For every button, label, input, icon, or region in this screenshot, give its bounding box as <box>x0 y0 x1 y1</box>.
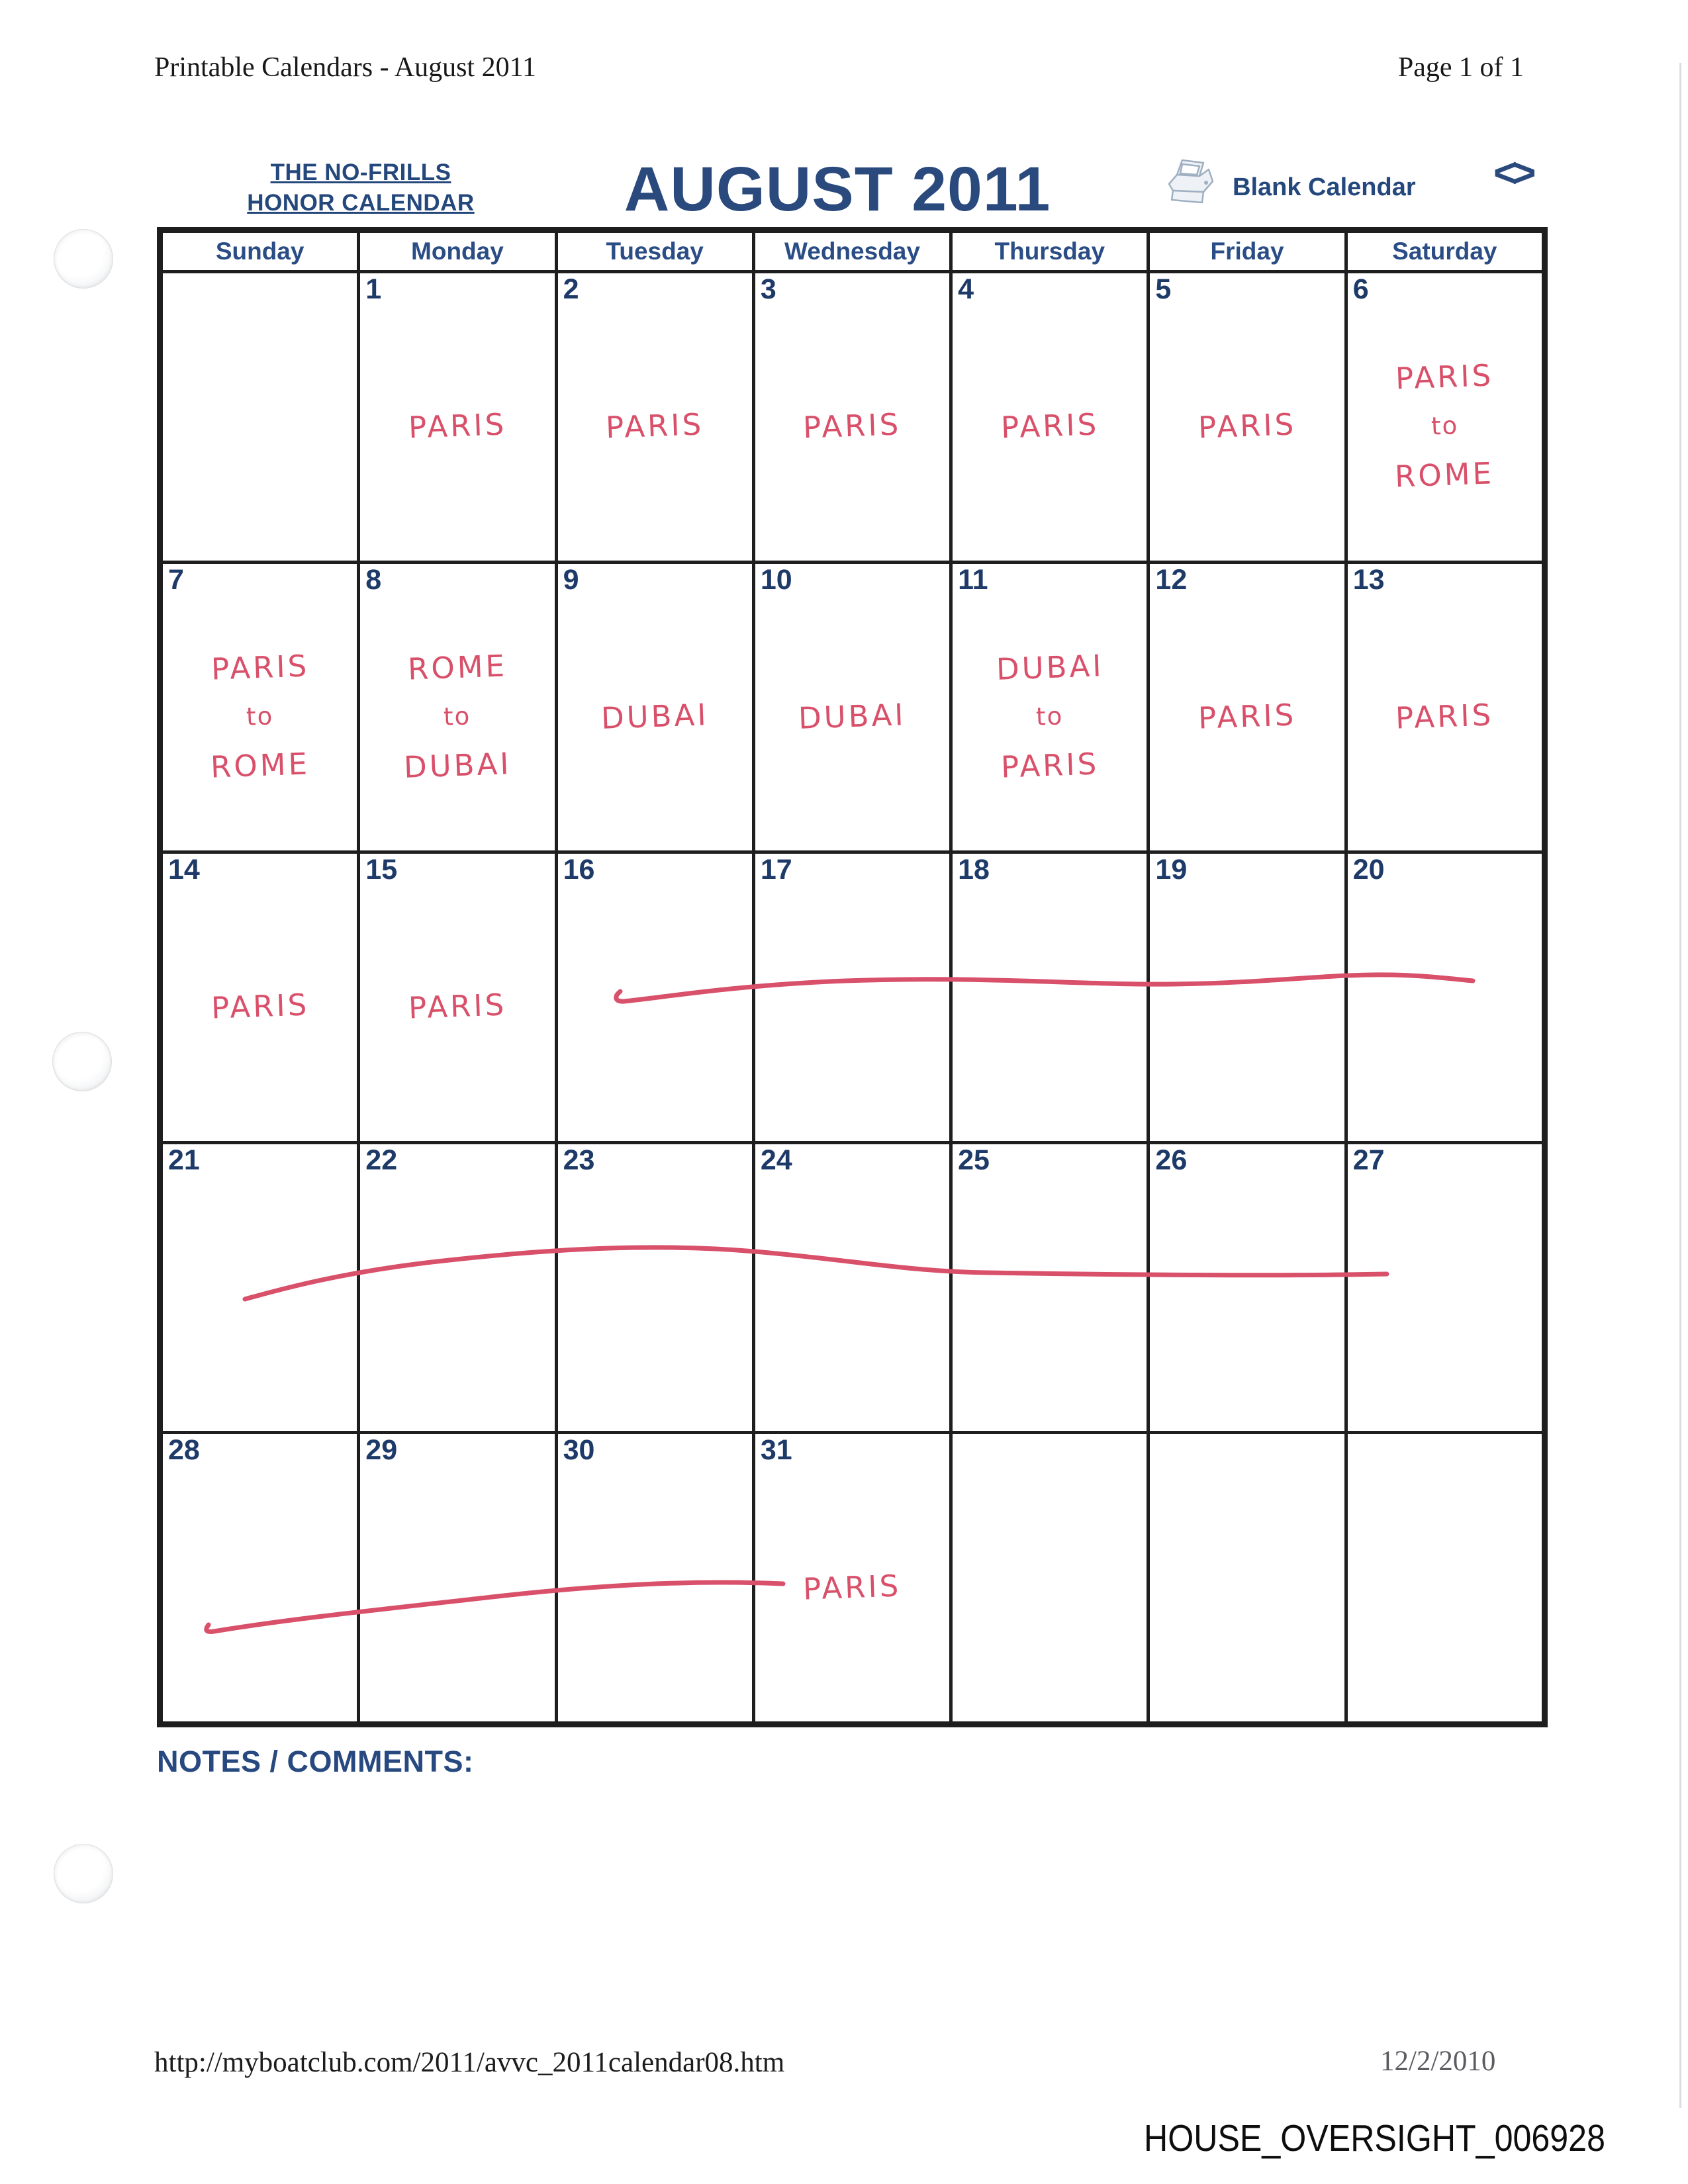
handwritten-note: PARIS <box>802 1568 902 1607</box>
day-number: 31 <box>760 1434 792 1467</box>
hole-punch <box>52 1032 112 1091</box>
cell-notes <box>761 302 944 550</box>
calendar-cell <box>755 273 949 561</box>
cell-notes <box>1353 883 1536 1130</box>
day-number: 17 <box>760 854 792 886</box>
calendar-cell <box>1150 564 1344 851</box>
day-number: 23 <box>563 1144 595 1176</box>
printer-icon <box>1162 155 1218 211</box>
weekday-header: Saturday <box>1348 233 1542 270</box>
cell-notes <box>1353 302 1536 550</box>
handwritten-note: DUBAI <box>995 648 1104 687</box>
handwritten-note: ROME <box>209 746 310 785</box>
cell-notes <box>168 593 352 841</box>
cell-notes <box>563 302 747 550</box>
day-number: 19 <box>1155 854 1188 886</box>
document-title: Printable Calendars - August 2011 <box>154 52 537 83</box>
day-number: 18 <box>958 854 990 886</box>
cell-notes <box>958 1173 1141 1421</box>
calendar-cell <box>953 1434 1147 1721</box>
page-number: Page 1 of 1 <box>1397 52 1524 83</box>
blank-calendar-link[interactable]: Blank Calendar <box>1233 173 1416 201</box>
calendar-cell <box>755 1144 949 1432</box>
day-number: 3 <box>760 273 776 305</box>
handwritten-note: PARIS <box>210 987 310 1026</box>
handwritten-note: ROME <box>1394 455 1495 494</box>
calendar-cell <box>163 1144 357 1432</box>
handwritten-note: DUBAI <box>600 697 710 736</box>
weekday-header: Monday <box>360 233 554 270</box>
calendar-cell <box>558 273 752 561</box>
day-number: 7 <box>168 563 184 596</box>
scan-edge-line <box>1679 63 1681 2108</box>
cell-notes <box>365 1463 549 1711</box>
handwritten-note: to <box>443 702 472 731</box>
source-url: http://myboatclub.com/2011/avvc_2011calendar08.htm <box>154 2047 785 2078</box>
calendar-cell <box>953 273 1147 561</box>
calendar-cell <box>1348 273 1542 561</box>
cell-notes <box>168 302 352 550</box>
cell-notes <box>1155 1463 1338 1711</box>
handwritten-note: PARIS <box>1197 406 1297 445</box>
cell-notes <box>168 1173 352 1421</box>
weekday-header: Tuesday <box>558 233 752 270</box>
cell-notes <box>761 593 944 841</box>
day-number: 6 <box>1352 273 1369 305</box>
cell-notes <box>1155 1173 1338 1421</box>
brand-line-2: HONOR CALENDAR <box>247 190 475 216</box>
handwritten-note: ROME <box>407 648 508 687</box>
calendar-cell <box>163 273 357 561</box>
cell-notes <box>168 883 352 1130</box>
cell-notes <box>1353 1463 1536 1711</box>
calendar-cell <box>953 564 1147 851</box>
handwritten-note: to <box>1035 702 1064 731</box>
handwritten-note: PARIS <box>1197 697 1297 736</box>
calendar-cell <box>1150 273 1344 561</box>
bates-number: HOUSE_OVERSIGHT_006928 <box>1144 2117 1605 2160</box>
day-number: 20 <box>1352 854 1385 886</box>
day-number: 27 <box>1352 1144 1385 1176</box>
calendar-cell <box>360 273 554 561</box>
cell-notes <box>563 593 747 841</box>
day-number: 26 <box>1155 1144 1188 1176</box>
day-number: 9 <box>563 563 579 596</box>
prev-next-nav-arrows[interactable]: <> <box>1493 150 1531 196</box>
day-number: 10 <box>760 563 792 596</box>
cell-notes <box>365 1173 549 1421</box>
cell-notes <box>1155 302 1338 550</box>
day-number: 12 <box>1155 563 1188 596</box>
calendar-cell <box>558 854 752 1141</box>
cell-notes <box>365 593 549 841</box>
cell-notes <box>761 1463 944 1711</box>
cell-notes <box>958 593 1141 841</box>
handwritten-note: PARIS <box>1395 697 1495 736</box>
day-number: 24 <box>760 1144 792 1176</box>
hole-punch <box>54 1844 113 1903</box>
day-number: 25 <box>958 1144 990 1176</box>
calendar-cell <box>1150 1144 1344 1432</box>
handwritten-note: PARIS <box>1000 406 1100 445</box>
handwritten-note: DUBAI <box>798 697 907 736</box>
handwritten-note: PARIS <box>407 987 507 1026</box>
day-number: 1 <box>365 273 382 305</box>
cell-notes <box>563 1173 747 1421</box>
cell-notes <box>1155 883 1338 1130</box>
calendar-cell <box>1150 854 1344 1141</box>
cell-notes <box>365 302 549 550</box>
handwritten-note: to <box>1430 411 1459 441</box>
handwritten-note: to <box>246 702 274 731</box>
cell-notes <box>168 1463 352 1711</box>
print-date: 12/2/2010 <box>1380 2046 1496 2077</box>
calendar-grid <box>157 227 1548 1727</box>
cell-notes <box>1353 593 1536 841</box>
cell-notes <box>761 1173 944 1421</box>
day-number: 8 <box>365 563 382 596</box>
handwritten-note: PARIS <box>1395 357 1495 396</box>
calendar-cell <box>558 1434 752 1721</box>
day-number: 11 <box>958 563 988 596</box>
handwritten-note: PARIS <box>802 406 902 445</box>
calendar-cell <box>953 854 1147 1141</box>
calendar-cell <box>163 564 357 851</box>
calendar-cell <box>1348 854 1542 1141</box>
calendar-cell <box>360 564 554 851</box>
calendar-cell <box>558 1144 752 1432</box>
day-number: 4 <box>958 273 974 305</box>
handwritten-note: PARIS <box>407 406 507 445</box>
day-number: 5 <box>1155 273 1172 305</box>
calendar-cell <box>1150 1434 1344 1721</box>
cell-notes <box>958 883 1141 1130</box>
calendar-cell <box>360 1434 554 1721</box>
cell-notes <box>563 883 747 1130</box>
day-number: 13 <box>1352 563 1385 596</box>
day-number: 15 <box>365 854 398 886</box>
calendar-month-title: AUGUST 2011 <box>624 154 1051 224</box>
notes-comments-label: NOTES / COMMENTS: <box>157 1745 474 1778</box>
hole-punch <box>54 229 113 289</box>
cell-notes <box>1353 1173 1536 1421</box>
calendar-cell <box>558 564 752 851</box>
calendar-cell <box>755 564 949 851</box>
weekday-header: Wednesday <box>755 233 949 270</box>
brand-line-1: THE NO-FRILLS <box>270 159 451 185</box>
calendar-cell <box>755 854 949 1141</box>
day-number: 29 <box>365 1434 398 1467</box>
cell-notes <box>365 883 549 1130</box>
calendar-cell <box>360 1144 554 1432</box>
calendar-cell <box>1348 1434 1542 1721</box>
weekday-header: Sunday <box>163 233 357 270</box>
weekday-header: Friday <box>1150 233 1344 270</box>
calendar-cell <box>755 1434 949 1721</box>
calendar-cell <box>1348 1144 1542 1432</box>
cell-notes <box>958 1463 1141 1711</box>
day-number: 2 <box>563 273 579 305</box>
handwritten-note: DUBAI <box>402 746 512 785</box>
calendar-cell <box>163 854 357 1141</box>
calendar-cell <box>163 1434 357 1721</box>
calendar-cell <box>360 854 554 1141</box>
day-number: 28 <box>168 1434 200 1467</box>
day-number: 22 <box>365 1144 398 1176</box>
day-number: 16 <box>563 854 595 886</box>
handwritten-note: PARIS <box>1000 746 1100 785</box>
cell-notes <box>958 302 1141 550</box>
cell-notes <box>563 1463 747 1711</box>
calendar-cell <box>1348 564 1542 851</box>
cell-notes <box>761 883 944 1130</box>
calendar-cell <box>953 1144 1147 1432</box>
handwritten-note: PARIS <box>605 406 705 445</box>
weekday-header: Thursday <box>953 233 1147 270</box>
calendar-brand <box>199 158 523 218</box>
cell-notes <box>1155 593 1338 841</box>
day-number: 14 <box>168 854 200 886</box>
day-number: 21 <box>168 1144 200 1176</box>
handwritten-note: PARIS <box>210 648 310 687</box>
day-number: 30 <box>563 1434 595 1467</box>
